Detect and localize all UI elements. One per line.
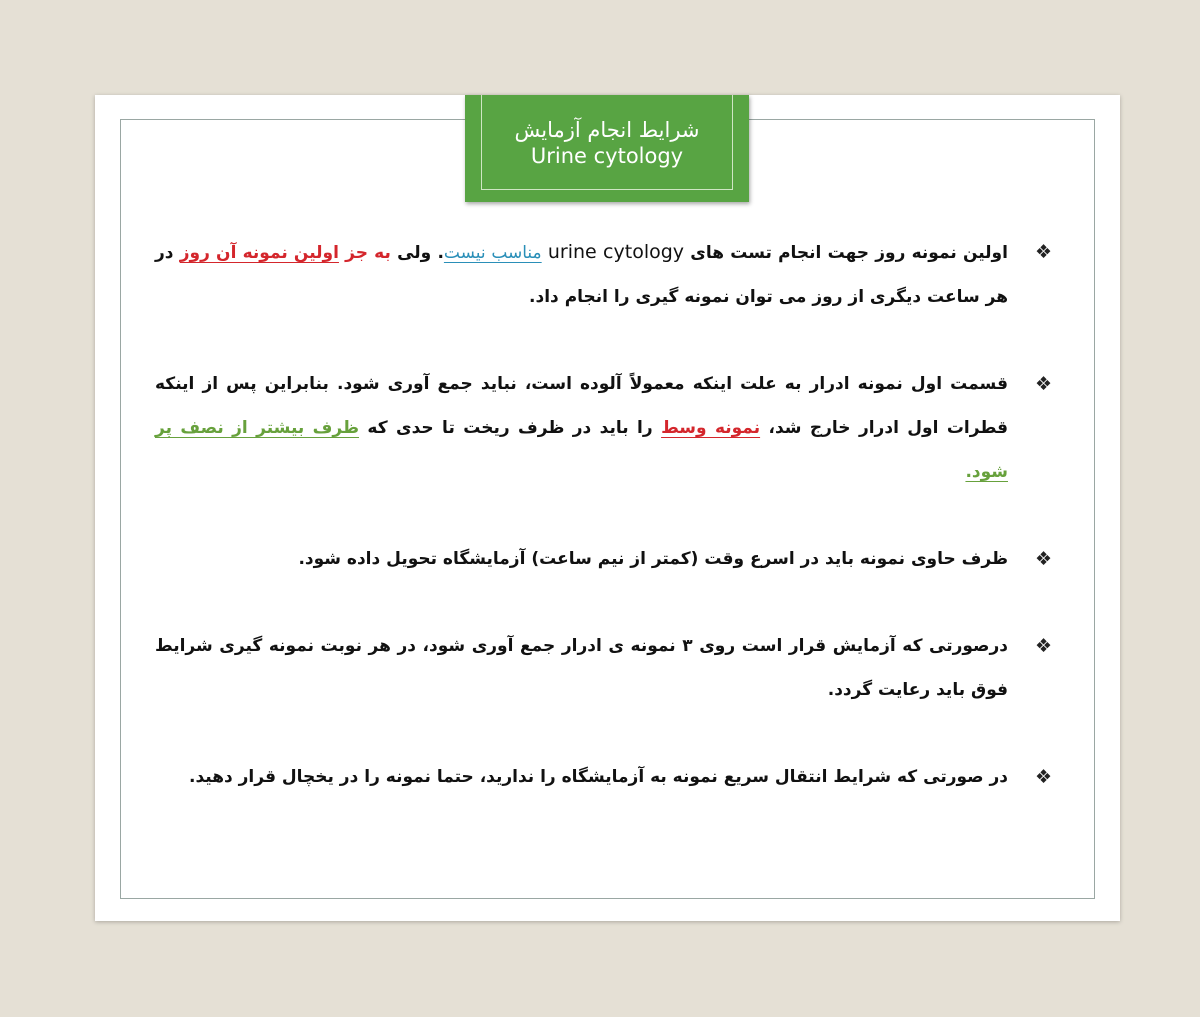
bullet-item-5 (155, 755, 1052, 799)
title-persian: شرایط انجام آزمایش (514, 118, 700, 142)
bullet-item-4 (155, 624, 1052, 712)
bullet-list (155, 230, 1052, 799)
bullet-item-2 (155, 362, 1052, 494)
four-diamond-bullet-icon: ❖ (1034, 373, 1052, 395)
bullet-item-3 (155, 537, 1052, 581)
bullet-1-text-b: . ولی (397, 243, 444, 263)
four-diamond-bullet-icon: ❖ (1034, 548, 1052, 570)
four-diamond-bullet-icon: ❖ (1034, 766, 1052, 788)
bullet-1-term: urine cytology (547, 241, 685, 263)
bullet-item-1 (155, 230, 1052, 319)
title-english: Urine cytology (530, 144, 684, 168)
bullet-1-red-highlight-b: اولین نمونه آن روز (179, 243, 339, 263)
title-inner-frame (481, 95, 733, 190)
bullet-2-text-a: قسمت اول نمونه ادرار به علت اینکه معمولاً آلوده است، نباید جمع آوری شود. بنابراین پس از اینکه قطرات اول ادرار خارج شد، (155, 374, 1009, 438)
bullet-2-green-highlight: ظرف بیشتر از نصف پر شود. (155, 418, 1008, 482)
bullet-2-red-highlight: نمونه وسط (661, 418, 761, 438)
bullet-3-text: ظرف حاوی نمونه باید در اسرع وقت (کمتر از نیم ساعت) آزمایشگاه تحویل داده شود. (298, 549, 1008, 569)
four-diamond-bullet-icon: ❖ (1034, 635, 1052, 657)
bullet-5-text: در صورتی که شرایط انتقال سریع نمونه به آزمایشگاه را ندارید، حتما نمونه را در یخچال قرار دهید. (188, 767, 1008, 787)
bullet-4-text: درصورتی که آزمایش قرار است روی ۳ نمونه ی ادرار جمع آوری شود، در هر نوبت نمونه گیری شرایط فوق باید رعایت گردد. (155, 636, 1008, 700)
title-box (465, 95, 749, 202)
slide (95, 95, 1120, 921)
bullet-1-text-c: در هر ساعت دیگری از روز می توان نمونه گیری را انجام داد. (155, 243, 1008, 307)
four-diamond-bullet-icon: ❖ (1034, 241, 1052, 263)
bullet-1-red-highlight-a: به جز (345, 243, 391, 263)
bullet-2-text-b: را باید در ظرف ریخت تا حدی که (367, 418, 653, 438)
bullet-1-blue-highlight: مناسب نیست (443, 243, 542, 263)
bullet-1-text-a: اولین نمونه روز جهت انجام تست های (690, 243, 1008, 263)
